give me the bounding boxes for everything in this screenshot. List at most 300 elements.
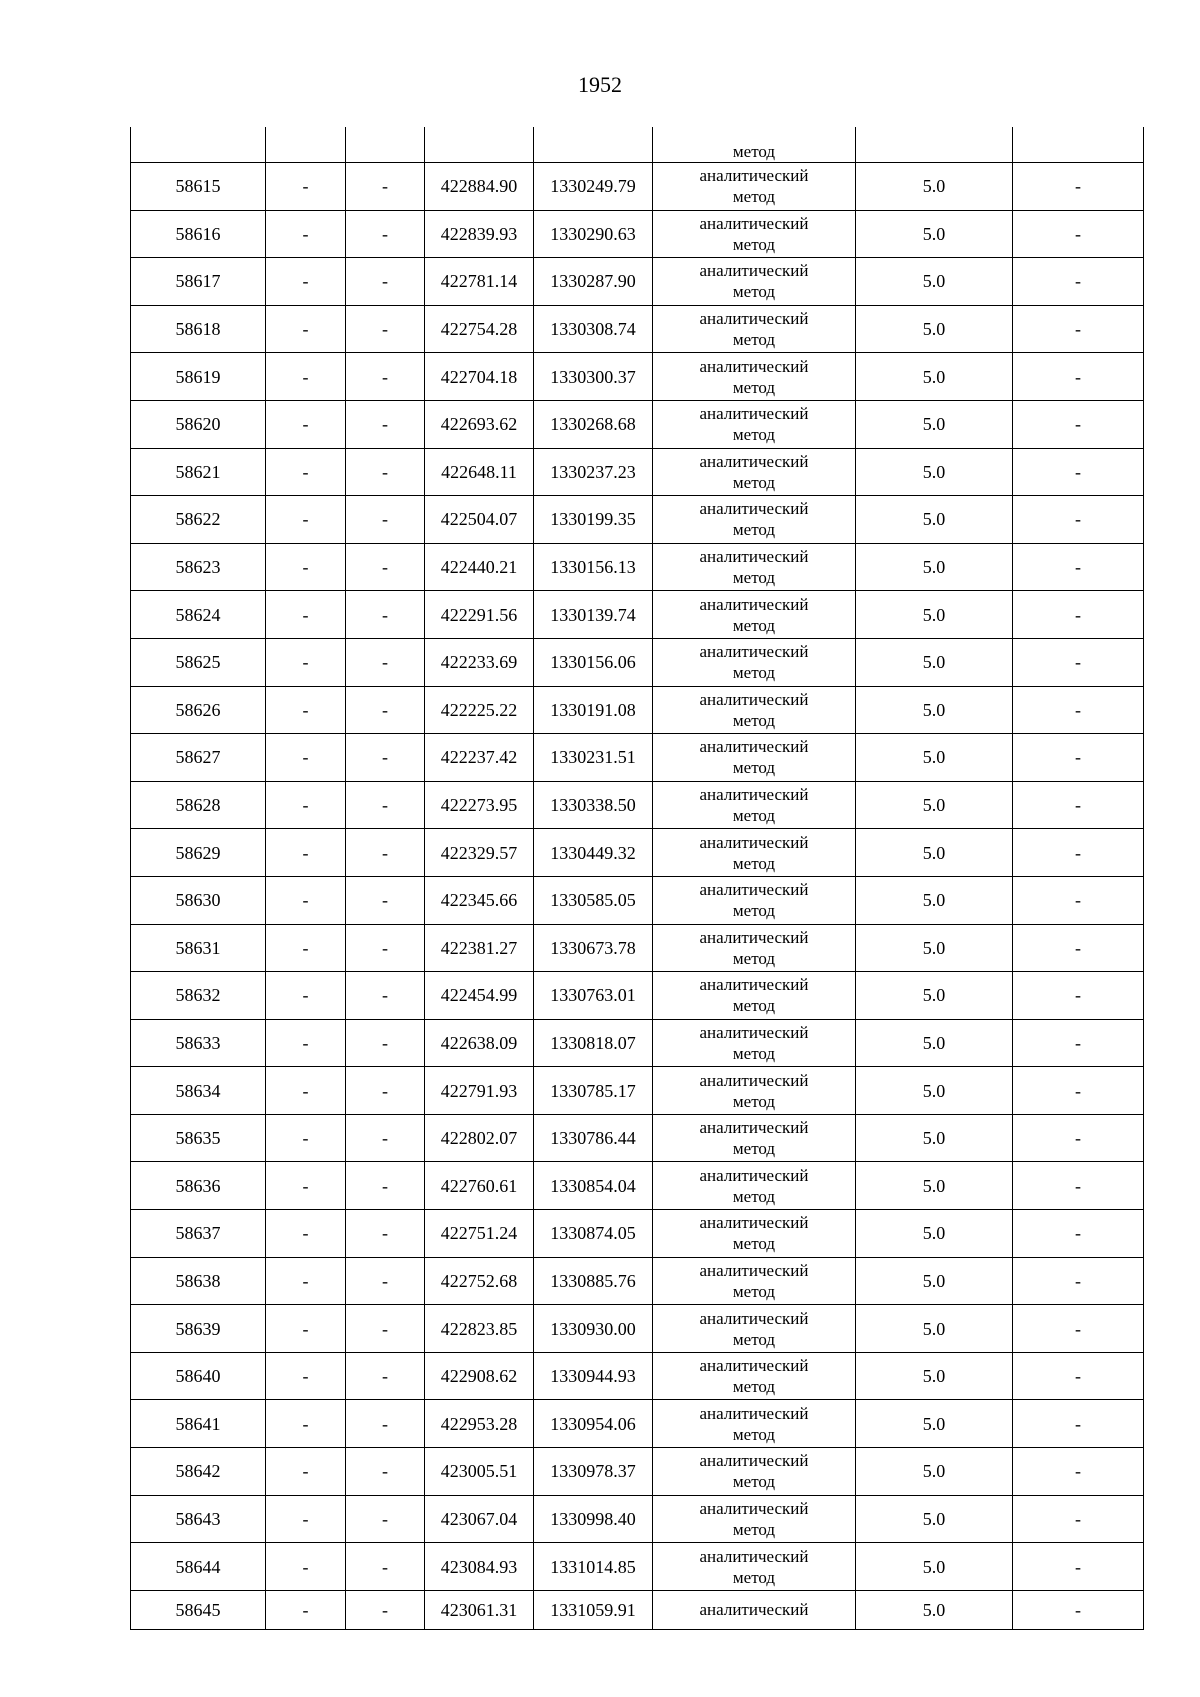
cell-col8 [1013,127,1144,163]
table-row [131,496,1144,544]
cell-col3: - [346,876,425,924]
cell-col3: - [346,638,425,686]
cell-point-id: 58629 [131,829,266,877]
cell-method [653,1543,856,1591]
cell-col2: - [266,1495,346,1543]
cell-method [653,163,856,211]
cell-accuracy: 5.0 [856,353,1013,401]
cell-point-id: 58619 [131,353,266,401]
table-row [131,829,1144,877]
cell-col8: - [1013,258,1144,306]
method-line-2: метод [732,758,776,778]
method-line-1: аналитический [699,1498,809,1518]
table-row [131,1019,1144,1067]
method-line-1: аналитический [699,1403,809,1423]
cell-accuracy: 5.0 [856,1543,1013,1591]
page-number: 1952 [578,72,622,97]
cell-accuracy: 5.0 [856,163,1013,211]
cell-y: 1330287.90 [534,258,653,306]
method-line-1: аналитический [699,832,809,852]
table-row [131,638,1144,686]
cell-col2: - [266,496,346,544]
cell-col8: - [1013,353,1144,401]
cell-col2: - [266,1352,346,1400]
cell-col3: - [346,305,425,353]
cell-col2: - [266,1543,346,1591]
cell-col2: - [266,972,346,1020]
cell-accuracy: 5.0 [856,258,1013,306]
cell-col2: - [266,924,346,972]
cell-col3: - [346,734,425,782]
cell-y: 1330449.32 [534,829,653,877]
table-row [131,876,1144,924]
table-row [131,591,1144,639]
cell-col3: - [346,972,425,1020]
cell-col8: - [1013,829,1144,877]
cell-col8: - [1013,686,1144,734]
cell-y: 1330308.74 [534,305,653,353]
cell-col3: - [346,1495,425,1543]
cell-method [653,686,856,734]
table-body [131,127,1144,1629]
table-row [131,1210,1144,1258]
method-line-2: метод [732,1281,776,1301]
cell-col3: - [346,258,425,306]
cell-col3: - [346,353,425,401]
method-line-1: аналитический [699,1118,809,1138]
cell-col8: - [1013,1590,1144,1629]
table-row [131,1067,1144,1115]
cell-col8: - [1013,1067,1144,1115]
cell-col3: - [346,496,425,544]
cell-method [653,1590,856,1629]
cell-point-id: 58615 [131,163,266,211]
cell-x: 422704.18 [425,353,534,401]
cell-point-id [131,127,266,163]
cell-col8: - [1013,1448,1144,1496]
cell-point-id: 58636 [131,1162,266,1210]
cell-y: 1330268.68 [534,400,653,448]
cell-accuracy: 5.0 [856,210,1013,258]
cell-x: 422781.14 [425,258,534,306]
cell-y: 1330998.40 [534,1495,653,1543]
cell-col3: - [346,1352,425,1400]
cell-accuracy: 5.0 [856,686,1013,734]
cell-method [653,781,856,829]
method-line-1: аналитический [699,1260,809,1280]
cell-col8: - [1013,163,1144,211]
cell-x: 422273.95 [425,781,534,829]
cell-y: 1330978.37 [534,1448,653,1496]
cell-col8: - [1013,1352,1144,1400]
cell-y: 1330854.04 [534,1162,653,1210]
cell-col8: - [1013,1257,1144,1305]
method-line-2: метод [732,1519,776,1539]
cell-accuracy: 5.0 [856,1019,1013,1067]
method-line-2: метод [732,1139,776,1159]
cell-method [653,638,856,686]
method-line-1: аналитический [699,547,809,567]
cell-point-id: 58638 [131,1257,266,1305]
table-row [131,305,1144,353]
cell-method [653,734,856,782]
method-line-1: аналитический [699,927,809,947]
cell-col2: - [266,1067,346,1115]
method-line-2: метод [732,710,776,730]
cell-y: 1330954.06 [534,1400,653,1448]
method-line-1: аналитический [699,642,809,662]
cell-accuracy: 5.0 [856,1495,1013,1543]
cell-x: 422381.27 [425,924,534,972]
cell-point-id: 58628 [131,781,266,829]
cell-x: 422791.93 [425,1067,534,1115]
cell-col2 [266,127,346,163]
cell-method [653,1019,856,1067]
cell-accuracy: 5.0 [856,734,1013,782]
cell-col3: - [346,1019,425,1067]
cell-method [653,924,856,972]
cell-x: 423005.51 [425,1448,534,1496]
cell-point-id: 58618 [131,305,266,353]
method-line-2: метод [732,1186,776,1206]
cell-y: 1330249.79 [534,163,653,211]
cell-y: 1330763.01 [534,972,653,1020]
cell-col2: - [266,305,346,353]
cell-col8: - [1013,972,1144,1020]
cell-method [653,353,856,401]
cell-x: 422638.09 [425,1019,534,1067]
cell-point-id: 58644 [131,1543,266,1591]
method-line-1: аналитический [699,309,809,329]
cell-col2: - [266,210,346,258]
cell-col2: - [266,448,346,496]
method-line-2: метод [732,853,776,873]
table-row [131,1495,1144,1543]
cell-col2: - [266,734,346,782]
cell-col3: - [346,781,425,829]
cell-x [425,127,534,163]
cell-col8: - [1013,1019,1144,1067]
cell-point-id: 58643 [131,1495,266,1543]
method-line-1: аналитический [699,1213,809,1233]
cell-method [653,1495,856,1543]
cell-col3: - [346,210,425,258]
cell-method [653,829,856,877]
cell-col8: - [1013,924,1144,972]
method-line-1: аналитический [699,1600,809,1620]
table-row [131,972,1144,1020]
cell-point-id: 58624 [131,591,266,639]
cell-point-id: 58640 [131,1352,266,1400]
method-line-2: метод [732,1091,776,1111]
cell-col3: - [346,829,425,877]
cell-x: 422237.42 [425,734,534,782]
cell-point-id: 58620 [131,400,266,448]
table-row [131,1305,1144,1353]
cell-y: 1330338.50 [534,781,653,829]
method-line-2: метод [732,806,776,826]
cell-x: 422225.22 [425,686,534,734]
cell-accuracy: 5.0 [856,1400,1013,1448]
cell-col8: - [1013,591,1144,639]
cell-col8: - [1013,400,1144,448]
cell-x: 423084.93 [425,1543,534,1591]
cell-col8: - [1013,1400,1144,1448]
cell-y: 1330818.07 [534,1019,653,1067]
cell-method [653,972,856,1020]
cell-method [653,1400,856,1448]
cell-method [653,591,856,639]
cell-y: 1331014.85 [534,1543,653,1591]
cell-col2: - [266,258,346,306]
cell-method [653,258,856,306]
cell-method [653,496,856,544]
method-line-1: аналитический [699,737,809,757]
cell-col2: - [266,163,346,211]
cell-col8: - [1013,1162,1144,1210]
method-line-2: метод [732,520,776,540]
cell-col8: - [1013,496,1144,544]
cell-col3: - [346,1162,425,1210]
cell-x: 422648.11 [425,448,534,496]
table-row [131,1543,1144,1591]
cell-col8: - [1013,876,1144,924]
cell-accuracy: 5.0 [856,543,1013,591]
cell-accuracy: 5.0 [856,1590,1013,1629]
cell-x: 422751.24 [425,1210,534,1258]
cell-x: 423067.04 [425,1495,534,1543]
cell-accuracy: 5.0 [856,1257,1013,1305]
table-row [131,353,1144,401]
cell-col8: - [1013,1495,1144,1543]
cell-col2: - [266,591,346,639]
method-line-2: метод [732,187,776,207]
cell-col3: - [346,543,425,591]
method-line-1: аналитический [699,356,809,376]
cell-col3 [346,127,425,163]
cell-method [653,305,856,353]
cell-point-id: 58637 [131,1210,266,1258]
cell-col3: - [346,924,425,972]
cell-accuracy: 5.0 [856,1067,1013,1115]
cell-y: 1330290.63 [534,210,653,258]
cell-col2: - [266,1210,346,1258]
table-row [131,210,1144,258]
table-row [131,1257,1144,1305]
cell-x: 422908.62 [425,1352,534,1400]
table-row [131,1590,1144,1629]
cell-x: 422953.28 [425,1400,534,1448]
cell-y: 1330237.23 [534,448,653,496]
cell-col2: - [266,353,346,401]
method-line-1: аналитический [699,213,809,233]
table-row [131,686,1144,734]
cell-y: 1330785.17 [534,1067,653,1115]
cell-col3: - [346,1448,425,1496]
method-line-1: аналитический [699,261,809,281]
cell-y: 1331059.91 [534,1590,653,1629]
cell-accuracy: 5.0 [856,972,1013,1020]
cell-col2: - [266,1019,346,1067]
cell-col2: - [266,638,346,686]
cell-col2: - [266,876,346,924]
table-row [131,1448,1144,1496]
method-line-2: метод [732,1234,776,1254]
cell-x: 422440.21 [425,543,534,591]
table-row [131,400,1144,448]
method-line-1: аналитический [699,1546,809,1566]
cell-x: 422839.93 [425,210,534,258]
cell-x: 422760.61 [425,1162,534,1210]
method-line-2: метод [732,282,776,302]
table-row [131,258,1144,306]
cell-col3: - [346,1590,425,1629]
cell-col2: - [266,781,346,829]
cell-method [653,1210,856,1258]
cell-accuracy: 5.0 [856,448,1013,496]
cell-x: 422345.66 [425,876,534,924]
cell-x: 422454.99 [425,972,534,1020]
cell-col3: - [346,448,425,496]
cell-x: 422329.57 [425,829,534,877]
cell-accuracy: 5.0 [856,876,1013,924]
cell-y: 1330585.05 [534,876,653,924]
cell-point-id: 58635 [131,1114,266,1162]
cell-y: 1330786.44 [534,1114,653,1162]
cell-x: 423061.31 [425,1590,534,1629]
cell-col3: - [346,1257,425,1305]
cell-col2: - [266,543,346,591]
cell-point-id: 58645 [131,1590,266,1629]
method-line-2: метод [732,1329,776,1349]
cell-accuracy [856,127,1013,163]
cell-y: 1330874.05 [534,1210,653,1258]
cell-accuracy: 5.0 [856,496,1013,544]
cell-y: 1330156.06 [534,638,653,686]
method-line-1: аналитический [699,1022,809,1042]
method-line-2: метод [732,663,776,683]
cell-x: 422884.90 [425,163,534,211]
cell-col8: - [1013,448,1144,496]
cell-method: метод [653,127,856,163]
cell-col3: - [346,1114,425,1162]
method-line-1: аналитический [699,1451,809,1471]
cell-point-id: 58641 [131,1400,266,1448]
cell-accuracy: 5.0 [856,829,1013,877]
cell-point-id: 58623 [131,543,266,591]
method-line-1: аналитический [699,404,809,424]
cell-x: 422802.07 [425,1114,534,1162]
cell-col2: - [266,1448,346,1496]
table-row [131,1400,1144,1448]
method-line-1: аналитический [699,689,809,709]
cell-col8: - [1013,1543,1144,1591]
cell-col8: - [1013,781,1144,829]
cell-point-id: 58634 [131,1067,266,1115]
cell-y: 1330191.08 [534,686,653,734]
cell-col8: - [1013,1114,1144,1162]
table-row [131,781,1144,829]
table-row [131,448,1144,496]
cell-accuracy: 5.0 [856,1305,1013,1353]
cell-y: 1330944.93 [534,1352,653,1400]
method-line-2: метод [732,1377,776,1397]
cell-x: 422291.56 [425,591,534,639]
table-row [131,1352,1144,1400]
cell-col8: - [1013,734,1144,782]
cell-point-id: 58639 [131,1305,266,1353]
table-row [131,1162,1144,1210]
cell-accuracy: 5.0 [856,305,1013,353]
cell-y: 1330156.13 [534,543,653,591]
cell-method [653,400,856,448]
cell-col3: - [346,686,425,734]
method-line-1: аналитический [699,1356,809,1376]
cell-method [653,1305,856,1353]
cell-col8: - [1013,638,1144,686]
method-line-2: метод [732,996,776,1016]
cell-method [653,1448,856,1496]
cell-col8: - [1013,543,1144,591]
cell-point-id: 58631 [131,924,266,972]
cell-point-id: 58630 [131,876,266,924]
cell-method [653,1352,856,1400]
method-line-1: аналитический [699,880,809,900]
method-line-2: метод [732,901,776,921]
cell-point-id: 58616 [131,210,266,258]
cell-y: 1330673.78 [534,924,653,972]
table-row [131,543,1144,591]
table-row [131,163,1144,211]
cell-point-id: 58622 [131,496,266,544]
cell-point-id: 58617 [131,258,266,306]
cell-y: 1330139.74 [534,591,653,639]
method-line-1: аналитический [699,1070,809,1090]
cell-col8: - [1013,1305,1144,1353]
cell-col2: - [266,686,346,734]
table-row [131,734,1144,782]
cell-accuracy: 5.0 [856,1352,1013,1400]
cell-col3: - [346,1067,425,1115]
cell-col3: - [346,163,425,211]
cell-y: 1330300.37 [534,353,653,401]
cell-method [653,210,856,258]
table-row [131,1114,1144,1162]
method-line-2: метод [732,377,776,397]
cell-y [534,127,653,163]
cell-col3: - [346,1543,425,1591]
cell-point-id: 58642 [131,1448,266,1496]
cell-col3: - [346,1210,425,1258]
cell-col3: - [346,1305,425,1353]
cell-col2: - [266,1400,346,1448]
method-line-2: метод [732,425,776,445]
cell-accuracy: 5.0 [856,638,1013,686]
cell-col2: - [266,1590,346,1629]
coordinates-table [130,127,1144,1630]
cell-method [653,1114,856,1162]
method-line-1: аналитический [699,499,809,519]
cell-y: 1330199.35 [534,496,653,544]
method-line-2: метод [732,615,776,635]
cell-x: 422504.07 [425,496,534,544]
cell-method [653,1067,856,1115]
method-line-1: аналитический [699,451,809,471]
table-row [131,924,1144,972]
method-line-2: метод [732,1043,776,1063]
cell-x: 422752.68 [425,1257,534,1305]
method-line-2: метод [732,948,776,968]
